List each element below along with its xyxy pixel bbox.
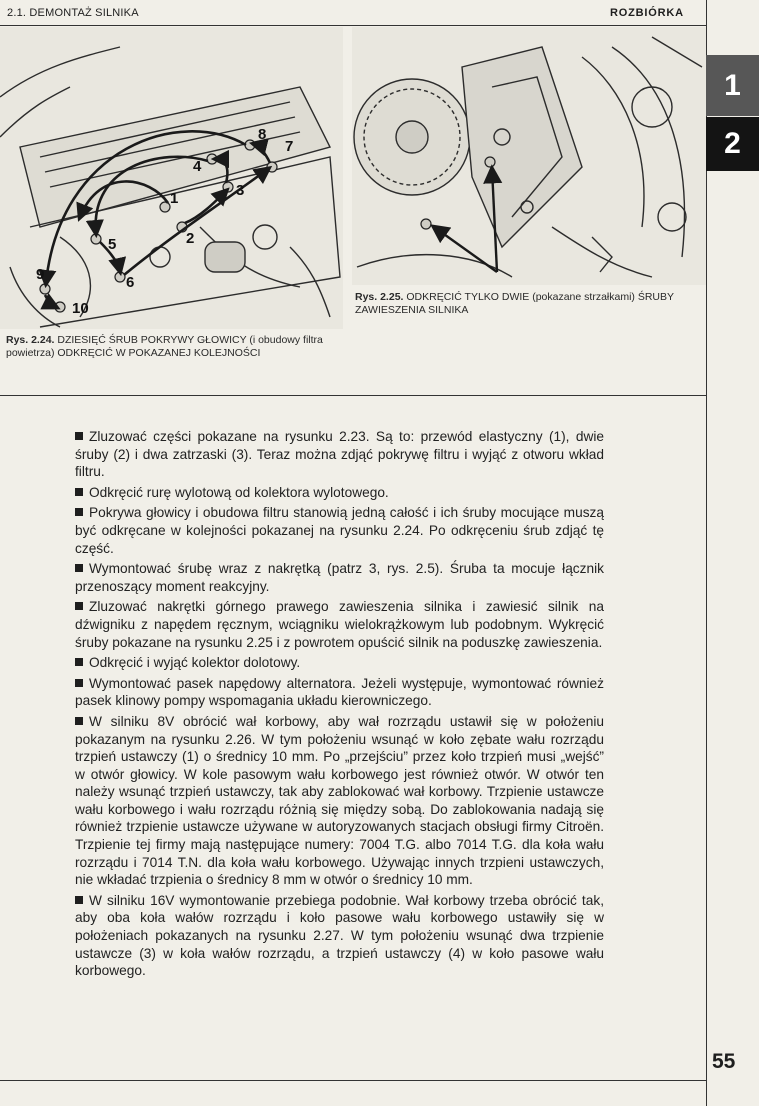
bullet-marker [75, 432, 83, 440]
callout-7: 7 [285, 138, 294, 155]
bullet-marker [75, 717, 83, 725]
callout-9: 9 [36, 266, 45, 283]
paragraph: Zluzować części pokazane na rysunku 2.23. Są to: przewód elastyczny (1), dwie śruby (2) i dwa zatrzaski (3). Teraz można zdjąć pokrywę filtru i wyjąć z otworu wkład filtru. [75, 429, 604, 480]
bullet-marker [75, 564, 83, 572]
paragraph: W silniku 8V obrócić wał korbowy, aby wał rozrządu ustawił się w położeniu pokazanym na rysunku 2.26. W tym położeniu wsunąć w koło zębate wału rozrządu trzpień ustawczy (1) o średnicy 10 mm. Po „przejściu” przez koło trzpień musi „wejść” w otwór głowicy. W kole pasowym wału korbowego jest również otwór. W otwór ten należy wsunąć trzpień ustawczy, tak aby zablokować wał korbowy. Trzpienie ustawcze wału korbowego i wału rozrządu różnią się między sobą. Do zablokowania nadają się również trzpienie ustawcze używane w autoryzowanych stacjach obsługi firmy Citroën. Trzpienie tej firmy mają następujące numery: 7004 T.G. albo 7014 T.G. dla koła wału rozrządu i 7014 T.N. dla koła wału korbowego. Używając innych trzpieni ustawczych, nie wkładać trzpienia o średnicy 8 mm w otwór o średnicy 10 mm. [75, 713, 604, 888]
engine-mount-illustration [352, 27, 706, 285]
callout-1: 1 [170, 190, 179, 207]
chapter-tab-2: 2 [706, 117, 759, 171]
paragraph: W silniku 16V wymontowanie przebiega podobnie. Wał korbowy trzeba obrócić tak, aby oba koła wałów rozrządu i koło pasowe wału korbowego ustawiły się w położeniach pokazanych na rysunku 2.27. W tym położeniu wsunąć dwa trzpienie ustawcze (3) w koła wałów rozrządu, a trzpień ustawczy (4) w koło pasowe wału korbowego. [75, 892, 604, 979]
chapter-header: ROZBIÓRKA [610, 7, 684, 19]
bullet-marker [75, 658, 83, 666]
callout-5: 5 [108, 236, 117, 253]
figure-2-24 [0, 27, 343, 329]
paragraph: Odkręcić rurę wylotową od kolektora wylotowego. [75, 484, 604, 502]
figure-2-25-caption: Rys. 2.25. ODKRĘCIĆ TYLKO DWIE (pokazane strzałkami) ŚRUBY ZAWIESZENIA SILNIKA [355, 291, 674, 316]
chapter-tab-1: 1 [706, 55, 759, 116]
page-number: 55 [712, 1050, 736, 1073]
callout-8: 8 [258, 126, 267, 143]
bullet-marker [75, 488, 83, 496]
header-rule [0, 25, 706, 26]
bullet-marker [75, 679, 83, 687]
paragraph: Wymontować śrubę wraz z nakrętką (patrz 3, rys. 2.5). Śruba ta mocuje łącznik przenoszący moment reakcyjny. [75, 561, 604, 594]
paragraph: Odkręcić i wyjąć kolektor dolotowy. [75, 654, 604, 672]
bullet-marker [75, 508, 83, 516]
callout-6: 6 [126, 274, 135, 291]
callout-3: 3 [236, 182, 245, 199]
footer-rule [0, 1080, 706, 1081]
figure-2-24-caption: Rys. 2.24. DZIESIĘĆ ŚRUB POKRYWY GŁOWICY (i obudowy filtra powietrza) ODKRĘCIĆ W POKAZANEJ KOLEJNOŚCI [6, 334, 323, 359]
paragraph: Zluzować nakrętki górnego prawego zawieszenia silnika i zawiesić silnik na dźwigniku z napędem ręcznym, wciągniku wielokrążkowym lub podobnym. Wykręcić śruby pokazane na rysunku 2.25 i z powrotem opuścić silnik na poduszkę zawieszenia. [75, 599, 604, 650]
callout-4: 4 [193, 158, 202, 175]
section-rule [0, 395, 706, 396]
paragraph: Wymontować pasek napędowy alternatora. Jeżeli występuje, wymontować również pasek klinowy pompy wspomagania układu kierowniczego. [75, 675, 604, 709]
paragraph: Pokrywa głowicy i obudowa filtru stanowią jedną całość i ich śruby mocujące muszą być odkręcane w kolejności pokazanej na rysunku 2.24. Po odkręceniu śrub zdjąć tę część. [75, 505, 604, 556]
engine-cover-illustration [0, 27, 343, 329]
callout-2: 2 [186, 230, 195, 247]
figure-2-25 [352, 27, 706, 285]
section-header: 2.1. DEMONTAŻ SILNIKA [7, 7, 139, 19]
instructions-body [75, 428, 604, 983]
bullet-marker [75, 602, 83, 610]
callout-10: 10 [72, 300, 89, 317]
bullet-marker [75, 896, 83, 904]
